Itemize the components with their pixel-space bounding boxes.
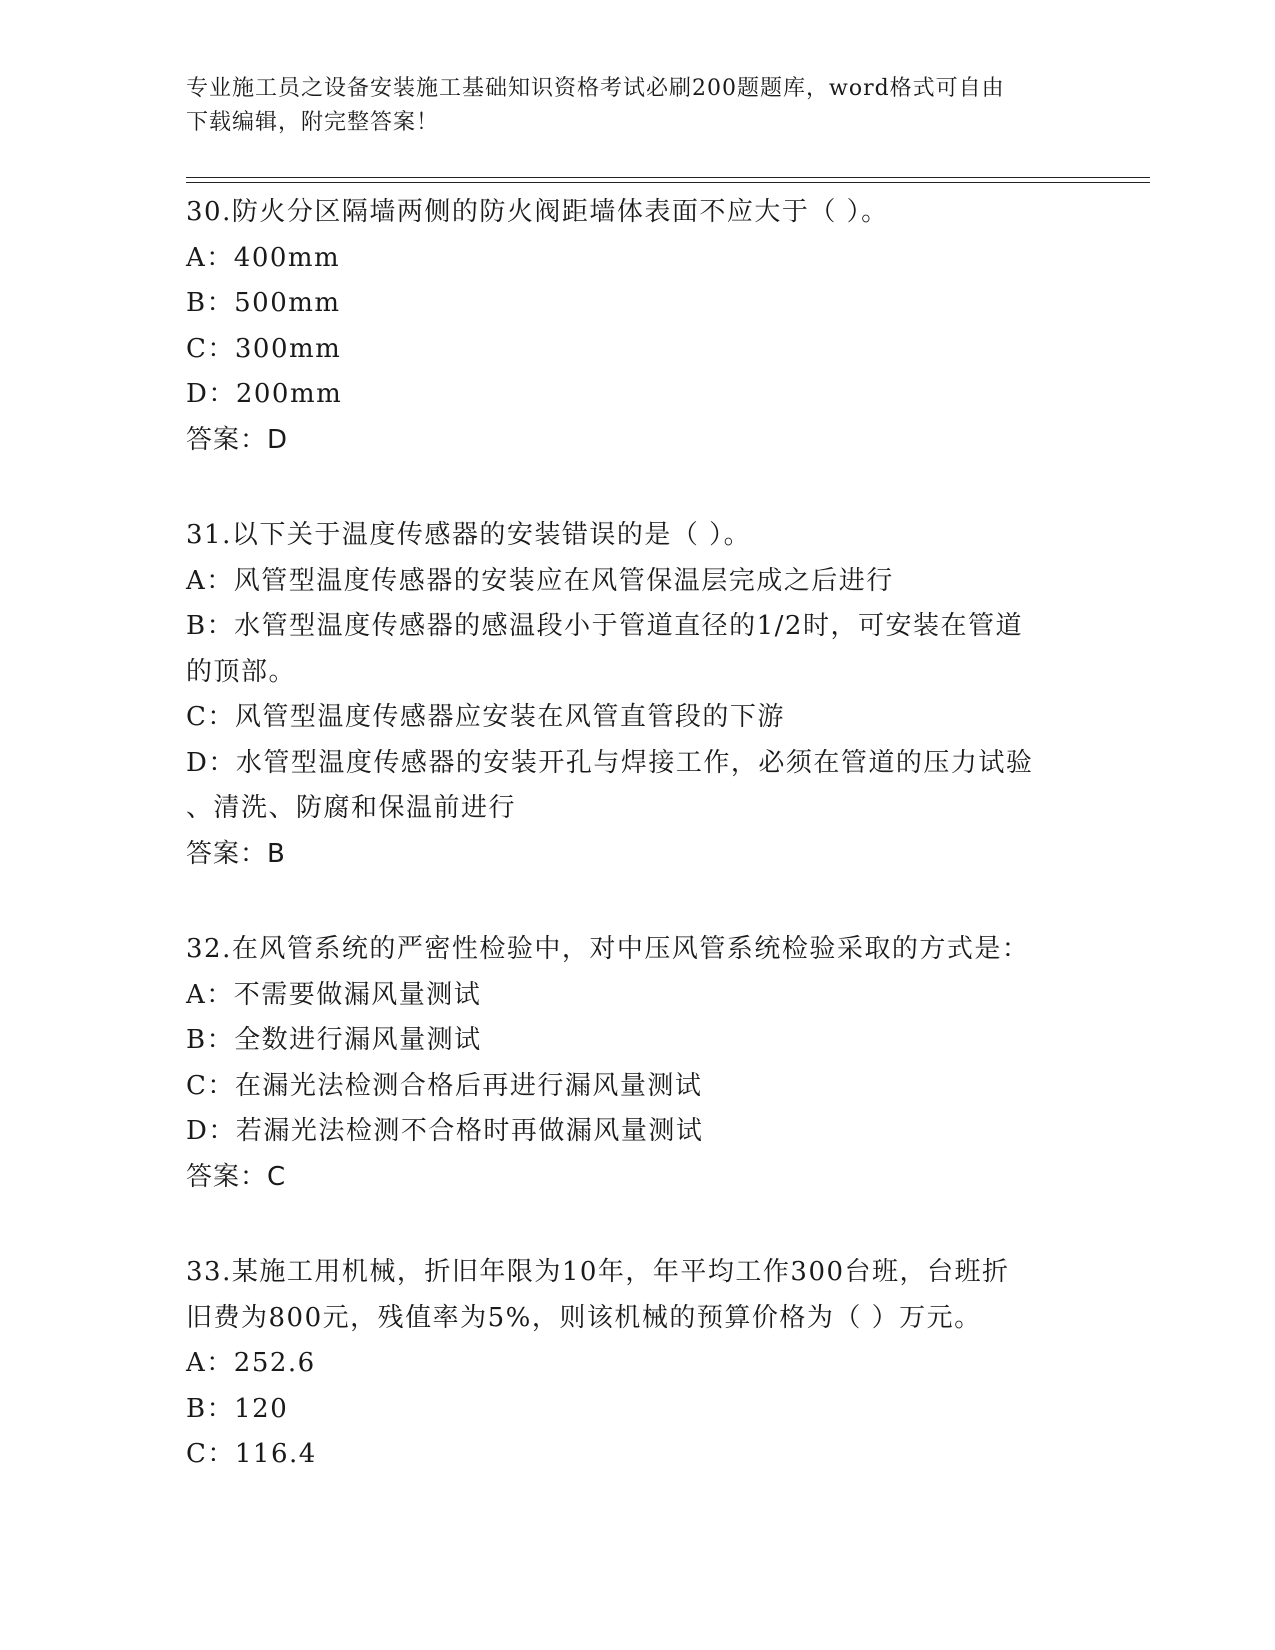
answer-option: A：400mm [186,242,341,273]
question-block [186,1250,1076,1478]
question-text: 32.在风管系统的严密性检验中，对中压风管系统检验采取的方式是： [186,934,1030,964]
answer-option: B：500mm [186,288,341,318]
answer-option: C：在漏光法检测合格后再进行漏风量测试 [186,1070,703,1101]
header-divider-bottom [186,182,1150,183]
question-spacer [186,463,1076,513]
question-spacer [186,877,1076,927]
header-line-2: 下载编辑，附完整答案！ [186,110,440,135]
question-block [186,927,1076,1200]
answer-option: C：风管型温度传感器应安装在风管直管段的下游 [186,702,785,732]
document-header [186,72,1066,140]
answer-option: A：252.6 [186,1348,316,1378]
answer-option: B：120 [186,1393,289,1424]
answer-option: B：水管型温度传感器的感温段小于管道直径的1/2时，可安装在管道 [186,611,1023,641]
question-block [186,513,1076,877]
answer-option: 、清洗、防腐和保温前进行 [186,793,517,823]
question-text: 旧费为800元，残值率为5%，则该机械的预算价格为（ ）万元。 [186,1302,982,1333]
question-block [186,190,1076,463]
answer-option: A：风管型温度传感器的安装应在风管保温层完成之后进行 [186,565,894,596]
question-text: 33.某施工用机械，折旧年限为10年，年平均工作300台班，台班折 [186,1257,1010,1287]
answer-option: C：300mm [186,333,342,364]
header-line-1: 专业施工员之设备安装施工基础知识资格考试必刷200题题库，word格式可自由 [186,76,1005,101]
question-text: 31.以下关于温度传感器的安装错误的是（ ）。 [186,520,752,550]
answer-key: 答案：B [186,838,286,869]
answer-option: C：116.4 [186,1439,317,1469]
header-divider-top [186,177,1150,178]
question-text: 30.防火分区隔墙两侧的防火阀距墙体表面不应大于（ ）。 [186,197,889,227]
question-list [186,190,1076,1478]
answer-option: D：200mm [186,379,343,409]
question-spacer [186,1200,1076,1250]
answer-key: 答案：D [186,424,289,455]
answer-option: A：不需要做漏风量测试 [186,979,482,1010]
answer-option: D：若漏光法检测不合格时再做漏风量测试 [186,1116,704,1146]
answer-option: B：全数进行漏风量测试 [186,1025,482,1055]
answer-key: 答案：C [186,1161,287,1192]
answer-option: 的顶部。 [186,656,297,687]
answer-option: D：水管型温度传感器的安装开孔与焊接工作，必须在管道的压力试验 [186,747,1034,778]
